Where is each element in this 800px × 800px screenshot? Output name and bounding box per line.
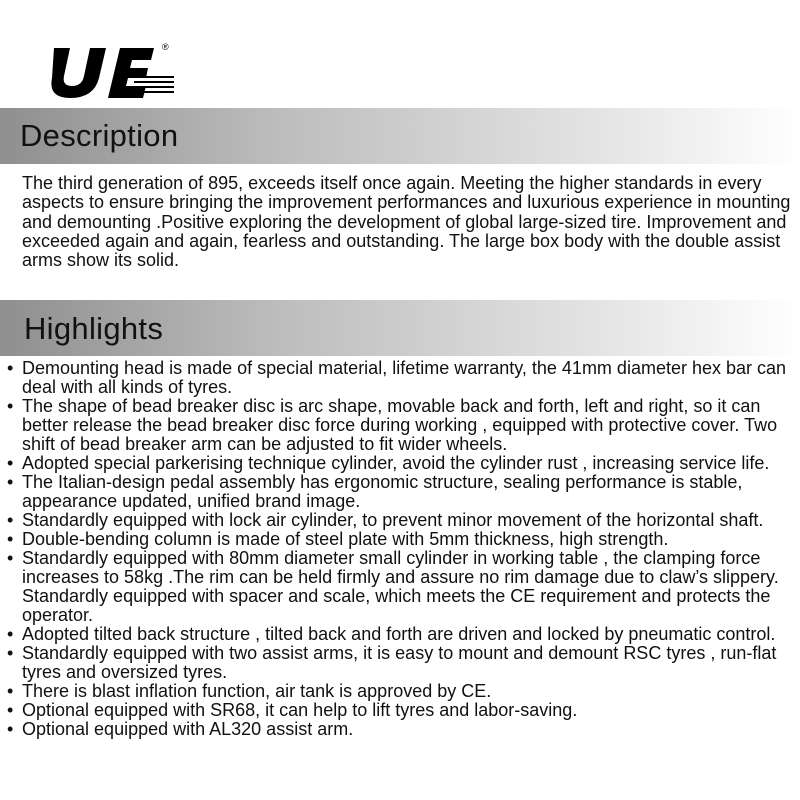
highlight-text: Optional equipped with SR68, it can help to lift tyres and labor-saving.: [22, 700, 578, 720]
bullet: •: [7, 700, 14, 720]
description-heading: Description: [20, 118, 179, 153]
highlight-text: The shape of bead breaker disc is arc shape, movable back and forth, left and right, so it can better release the bead breaker disc force during working , equipped with protective cover. Two shift of bead breaker arm can be adjusted to fit wider wheels.: [22, 396, 778, 454]
highlight-item: [0, 511, 800, 530]
bullet: •: [7, 510, 14, 530]
highlight-item: [0, 644, 800, 682]
highlights-heading: Highlights: [24, 311, 164, 346]
bullet: •: [7, 624, 14, 644]
highlight-text: Adopted tilted back structure , tilted back and forth are driven and locked by pneumatic control.: [22, 624, 776, 644]
highlight-item: [0, 625, 800, 644]
bullet: •: [7, 681, 14, 701]
highlight-text: Optional equipped with AL320 assist arm.: [22, 719, 354, 739]
highlight-text: Demounting head is made of special material, lifetime warranty, the 41mm diameter hex bar can deal with all kinds of tyres.: [22, 358, 787, 397]
bullet: •: [7, 719, 14, 739]
highlight-item: [0, 359, 800, 397]
bullet: •: [7, 358, 14, 378]
bullet: •: [7, 396, 14, 416]
highlight-text: Double-bending column is made of steel plate with 5mm thickness, high strength.: [22, 529, 669, 549]
bullet: •: [7, 472, 14, 492]
ue-logo: [50, 40, 180, 102]
description-text: The third generation of 895, exceeds itself once again. Meeting the higher standards in every aspects to ensure bringing the improvement performances and luxurious experience in mounting and demounting .Positive exploring the development of global large-sized tire. Improvement and exceeded again and again, fearless and outstanding. The large box body with the double assist arms show its solid.: [22, 173, 791, 271]
bullet: •: [7, 453, 14, 473]
highlight-text: Adopted special parkerising technique cylinder, avoid the cylinder rust , increasing service life.: [22, 453, 770, 473]
highlight-item: [0, 454, 800, 473]
bullet: •: [7, 548, 14, 568]
description-header-bar: [0, 108, 800, 164]
bullet: •: [7, 643, 14, 663]
bullet: •: [7, 529, 14, 549]
highlight-text: The Italian-design pedal assembly has ergonomic structure, sealing performance is stable, appearance updated, unified brand image.: [22, 472, 743, 511]
highlight-item: [0, 682, 800, 701]
highlight-text: Standardly equipped with lock air cylinder, to prevent minor movement of the horizontal shaft.: [22, 510, 764, 530]
highlight-item: [0, 397, 800, 454]
highlight-item: [0, 549, 800, 625]
registered-mark: ®: [162, 42, 169, 52]
highlights-header-bar: [0, 300, 800, 356]
highlight-item: [0, 473, 800, 511]
highlight-text: Standardly equipped with two assist arms, it is easy to mount and demount RSC tyres , run-flat tyres and oversized tyres.: [22, 643, 777, 682]
highlights-list: [0, 359, 800, 739]
highlight-item: [0, 720, 800, 739]
highlight-text: There is blast inflation function, air tank is approved by CE.: [22, 681, 492, 701]
highlight-item: [0, 530, 800, 549]
highlight-text: Standardly equipped with 80mm diameter small cylinder in working table , the clamping force increases to 58kg .The rim can be held firmly and assure no rim damage due to claw’s slippery. Standardly equipped with spacer and scale, which meets the CE requirement and protects the operator.: [22, 548, 779, 625]
highlight-item: [0, 701, 800, 720]
